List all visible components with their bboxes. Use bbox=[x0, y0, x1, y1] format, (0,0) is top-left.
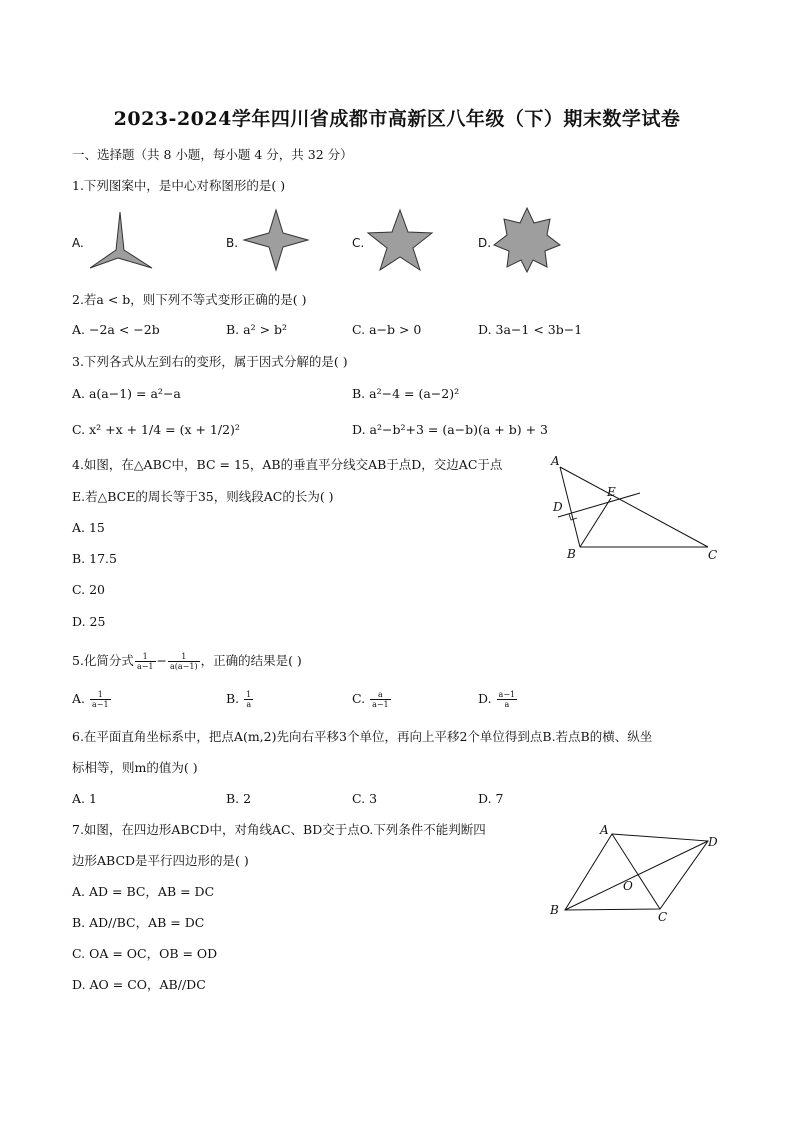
q1-figure-b-four-point-star bbox=[242, 208, 310, 272]
q7-stem-line2: 边形ABCD是平行四边形的是( ) bbox=[72, 853, 249, 868]
q5-option-b: B. $\frac{1}{a}$ bbox=[226, 690, 252, 709]
q6-option-b: B. 2 bbox=[226, 791, 252, 806]
q3-option-d: D. a²−b²+3 = (a−b)(a + b) + 3 bbox=[352, 422, 549, 437]
q5-option-a: A. $\frac{1}{a-1}$ bbox=[72, 690, 109, 709]
q4-label-c: C bbox=[708, 548, 718, 562]
page-title: 2023-2024学年四川省成都市高新区八年级（下）期末数学试卷 bbox=[113, 108, 681, 130]
q1-figure-a-tri-star bbox=[88, 210, 158, 272]
q5-expr-frac-2: $\frac{1}{a(a-1)}$ bbox=[169, 652, 198, 671]
q1-option-d-label: D. bbox=[478, 236, 492, 250]
q4-stem-line2: E.若△BCE的周长等于35，则线段AC的长为( ) bbox=[72, 489, 334, 504]
q3-option-a: A. a(a−1) = a²−a bbox=[72, 386, 181, 401]
q7-label-d: D bbox=[708, 835, 718, 849]
q1-option-a-label: A. bbox=[72, 236, 84, 250]
q1-figure-c-five-point-star bbox=[366, 208, 434, 272]
section-heading: 一、选择题（共 8 小题，每小题 4 分，共 32 分） bbox=[72, 147, 353, 162]
q7-label-a: A bbox=[600, 823, 609, 837]
q4-option-b: B. 17.5 bbox=[72, 551, 117, 566]
q2-option-d: D. 3a−1 < 3b−1 bbox=[478, 322, 583, 337]
q1-stem: 1.下列图案中，是中心对称图形的是( ) bbox=[72, 178, 286, 193]
q7-stem-line1: 7.如图，在四边形ABCD中，对角线AC、BD交于点O.下列条件不能判断四 bbox=[72, 822, 486, 837]
q4-option-d: D. 25 bbox=[72, 614, 106, 629]
q7-label-o: O bbox=[623, 879, 633, 893]
q1-figure-d-seven-point-star bbox=[492, 206, 562, 272]
q2-option-c: C. a−b > 0 bbox=[352, 322, 422, 337]
q7-option-a: A. AD = BC，AB = DC bbox=[72, 884, 215, 899]
q4-stem-line1: 4.如图，在△ABC中，BC = 15，AB的垂直平分线交AB于点D，交边AC于点 bbox=[72, 457, 503, 472]
q7-label-c: C bbox=[658, 910, 668, 924]
q2-option-b: B. a² > b² bbox=[226, 322, 288, 337]
q6-stem-line1: 6.在平面直角坐标系中，把点A(m,2)先向右平移3个单位，再向上平移2个单位得到点B.若点B的横、纵坐 bbox=[72, 729, 653, 744]
q1-option-c-label: C. bbox=[352, 236, 365, 250]
q4-option-c: C. 20 bbox=[72, 582, 105, 597]
q4-label-b: B bbox=[567, 547, 576, 561]
q2-option-a: A. −2a < −2b bbox=[72, 322, 160, 337]
q4-label-d: D bbox=[553, 500, 563, 514]
q6-option-d: D. 7 bbox=[478, 791, 504, 806]
q7-option-d: D. AO = CO，AB//DC bbox=[72, 977, 206, 992]
q6-stem-line2: 标相等，则m的值为( ) bbox=[72, 760, 198, 775]
q5-option-c: C. $\frac{a}{a-1}$ bbox=[352, 690, 389, 709]
q4-label-a: A bbox=[551, 454, 560, 468]
q7-option-b: B. AD//BC，AB = DC bbox=[72, 915, 205, 930]
q1-option-b-label: B. bbox=[226, 236, 239, 250]
q7-option-c: C. OA = OC，OB = OD bbox=[72, 946, 218, 961]
q3-option-b: B. a²−4 = (a−2)² bbox=[352, 386, 460, 401]
q5-option-d: D. $\frac{a-1}{a}$ bbox=[478, 690, 516, 709]
q3-option-c: C. x² +x + 1/4 = (x + 1/2)² bbox=[72, 422, 240, 437]
q3-stem: 3.下列各式从左到右的变形，属于因式分解的是( ) bbox=[72, 354, 348, 369]
q4-triangle-figure bbox=[548, 452, 728, 567]
q7-label-b: B bbox=[550, 903, 559, 917]
q5-stem: 5.化简分式 $\frac{1}{a-1}$ − $\frac{1}{a(a-1)}$ ，正确的结果是( ) bbox=[72, 652, 302, 671]
q5-stem-suffix: ，正确的结果是( ) bbox=[200, 653, 302, 668]
q7-quadrilateral-figure bbox=[545, 822, 725, 922]
q6-option-a: A. 1 bbox=[72, 791, 97, 806]
q5-expr-frac-1: $\frac{1}{a-1}$ bbox=[136, 652, 154, 671]
q6-option-c: C. 3 bbox=[352, 791, 378, 806]
q2-stem: 2.若a < b，则下列不等式变形正确的是( ) bbox=[72, 292, 307, 307]
q4-option-a: A. 15 bbox=[72, 520, 105, 535]
q5-stem-prefix: 5.化简分式 bbox=[72, 653, 134, 668]
q4-label-e: E bbox=[607, 485, 616, 499]
